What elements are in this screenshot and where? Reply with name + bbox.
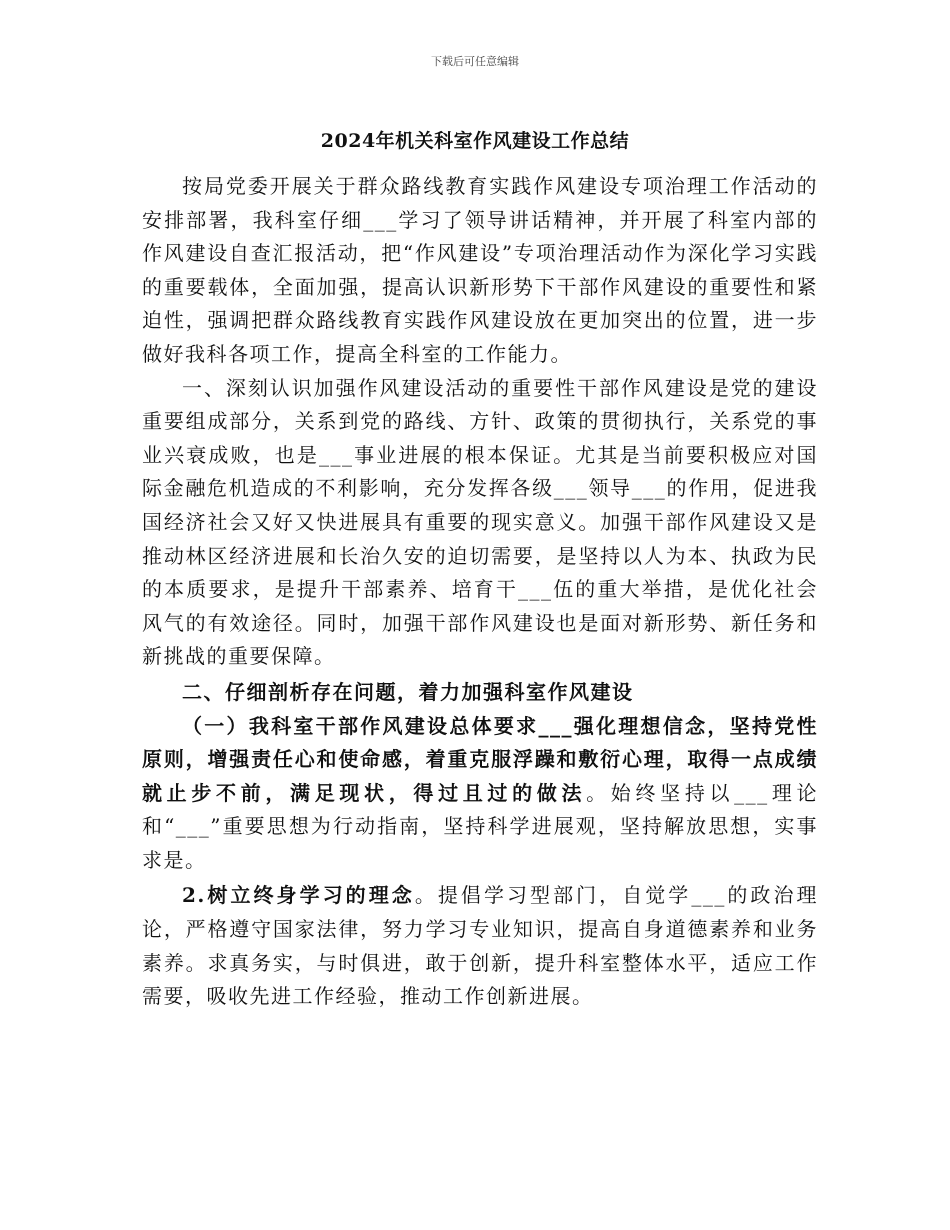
- item1-paragraph: [142, 710, 818, 878]
- item2-bold-text: 2.树立终身学习的理念: [182, 883, 415, 908]
- item1-normal-text: 。始终坚持以___理论和“___”重要思想为行动指南，坚持科学进展观，坚持解放思想，实事求是。: [142, 780, 819, 872]
- item1-bold-text: （一）我科室干部作风建设总体要求___强化理想信念，坚持党性原则，增强责任心和使命感，着重克服浮躁和敷衍心理，取得一点成绩就止步不前，满足现状，得过且过的做法: [142, 713, 818, 805]
- intro-paragraph: 按局党委开展关于群众路线教育实践作风建设专项治理工作活动的安排部署，我科室仔细___学习了领导讲话精神，并开展了科室内部的作风建设自查汇报活动，把“作风建设”专项治理活动作为深化学习实践的重要载体，全面加强，提高认识新形势下干部作风建设的重要性和紧迫性，强调把群众路线教育实践作风建设放在更加突出的位置，进一步做好我科各项工作，提高全科室的工作能力。: [142, 174, 818, 366]
- section1-paragraph: 一、深刻认识加强作风建设活动的重要性干部作风建设是党的建设重要组成部分，关系到党的路线、方针、政策的贯彻执行，关系党的事业兴衰成败，也是___事业进展的根本保证。尤其是当前要积极应对国际金融危机造成的不利影响，充分发挥各级___领导___的作用，促进我国经济社会又好又快进展具有重要的现实意义。加强干部作风建设又是推动林区经济进展和长治久安的迫切需要，是坚持以人为本、执政为民的本质要求，是提升干部素养、培育干___伍的重大举措，是优化社会风气的有效途径。同时，加强干部作风建设也是面对新形势、新任务和新挑战的重要保障。: [142, 375, 818, 669]
- item2-normal-text: 。提倡学习型部门，自觉学___的政治理论，严格遵守国家法律，努力学习专业知识，提高自身道德素养和业务素养。求真务实，与时俱进，敢于创新，提升科室整体水平，适应工作需要，吸收先进工作经验，推动工作创新进展。: [142, 883, 818, 1009]
- item2-paragraph: [142, 879, 818, 1013]
- document-title: 2024年机关科室作风建设工作总结: [320, 130, 630, 152]
- header-note: 下载后可任意编辑: [431, 55, 519, 68]
- document-body: [142, 170, 818, 1014]
- section2-heading: 二、仔细剖析存在问题，着力加强科室作风建设: [182, 679, 634, 704]
